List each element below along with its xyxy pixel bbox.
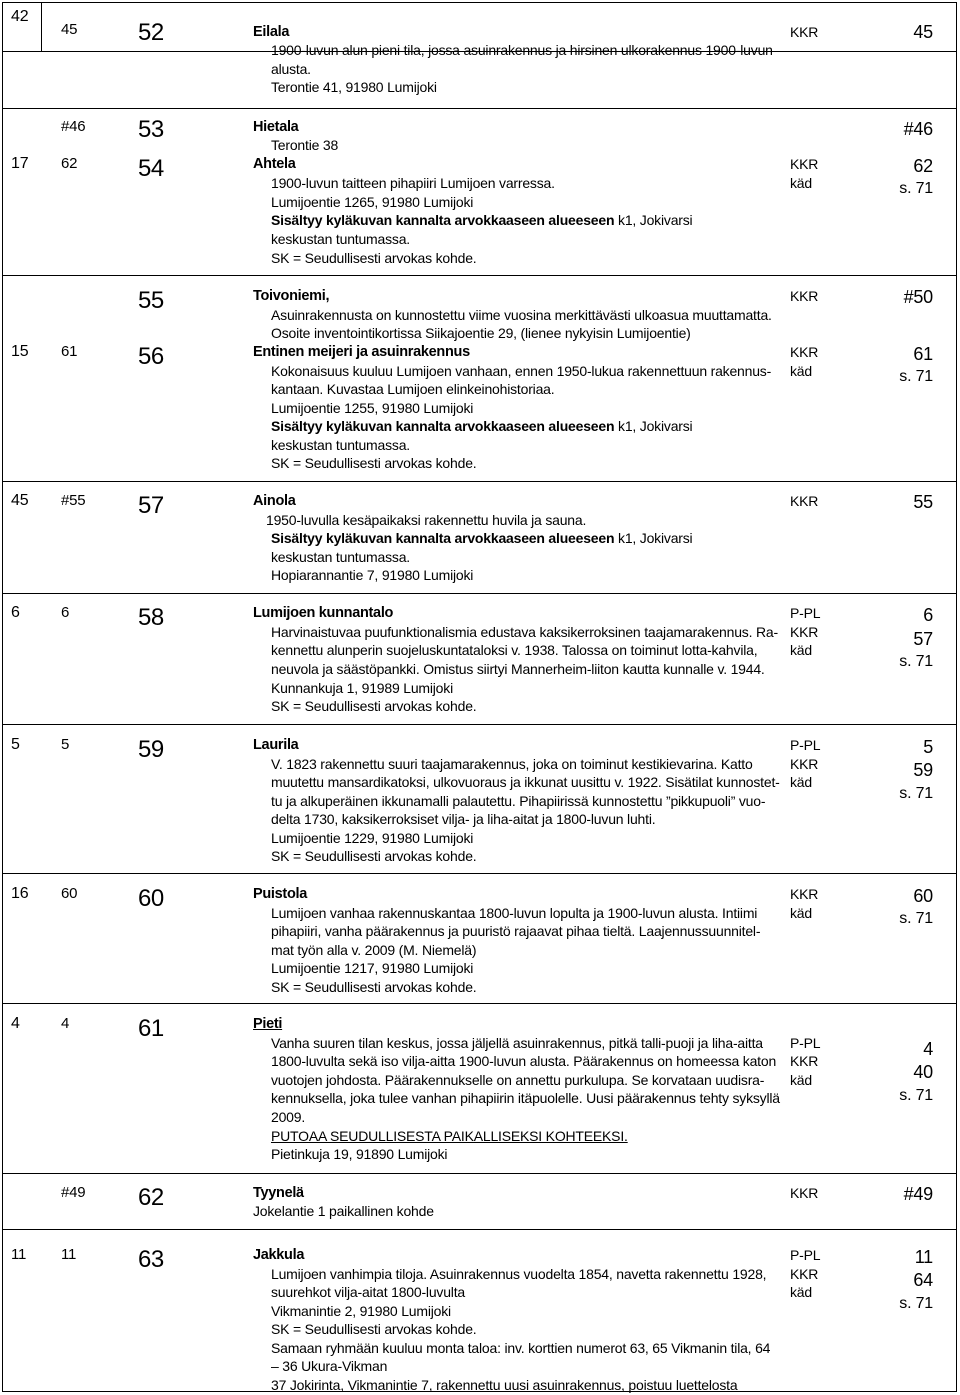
- item-status-note: PUTOAA SEUDULLISESTA PAIKALLISEKSI KOHTEEKSI.: [271, 1128, 628, 1144]
- reference: 59: [913, 760, 933, 780]
- item-note: SK = Seudullisesti arvokas kohde.: [271, 1321, 477, 1337]
- item-name: Puistola: [253, 886, 307, 902]
- item-text: Lumijoen vanhimpia tiloja. Asuinrakennus vuodelta 1854, navetta rakennettu 1928,: [271, 1266, 767, 1282]
- item-address: Terontie 38: [271, 137, 339, 153]
- item-text: keskustan tuntumassa.: [271, 231, 410, 247]
- item-text: mat työn alla v. 2009 (M. Niemelä): [271, 942, 477, 958]
- reference: 62: [913, 156, 933, 176]
- item-address: Lumijoentie 1229, 91980 Lumijoki: [271, 830, 474, 846]
- reference: 45: [913, 22, 933, 42]
- corner-number: 15: [11, 343, 29, 360]
- corner-number: 42: [11, 8, 29, 25]
- item-text: 1950-luvulla kesäpaikaksi rakennettu huvila ja sauna.: [266, 512, 587, 528]
- row-divider: [3, 1229, 956, 1230]
- item-name: Ahtela: [253, 156, 296, 172]
- item-address: Jokelantie 1 paikallinen kohde: [253, 1203, 434, 1219]
- item-text: 2009.: [271, 1109, 306, 1125]
- row-divider: [3, 724, 956, 725]
- class-code: KKR: [790, 344, 819, 360]
- class-code: käd: [790, 1072, 812, 1088]
- item-text: suurehkot vilja-aitat 1800-luvulta: [271, 1284, 465, 1300]
- reference: #49: [903, 1184, 933, 1204]
- item-name: Lumijoen kunnantalo: [253, 605, 394, 621]
- reference: 11: [914, 1247, 933, 1267]
- class-code: P-PL: [790, 737, 821, 753]
- old-number: 4: [61, 1015, 70, 1032]
- item-text: Harvinaistuvaa puufunktionalismia edustava kaksikerroksinen taajamarakennus. Ra-: [271, 624, 778, 640]
- item-number: 62: [138, 1184, 164, 1211]
- item-text: alusta.: [271, 61, 311, 77]
- reference: 5: [923, 737, 933, 757]
- class-code: KKR: [790, 1266, 819, 1282]
- class-code: KKR: [790, 24, 819, 40]
- corner-number: 16: [11, 885, 29, 902]
- item-text: vuotojen johdosta. Päärakennukselle on annettu purkulupa. Se korvataan uudisra-: [271, 1072, 765, 1088]
- row-divider: [3, 108, 956, 109]
- old-number: 11: [61, 1246, 77, 1263]
- item-text: V. 1823 rakennettu suuri taajamarakennus, joka on toiminut kestikievarina. Katto: [271, 756, 753, 772]
- item-number: 60: [138, 885, 164, 912]
- item-text: neuvola ja säästöpankki. Omistus siirtyi Mannerheim-liiton kautta kunnalle v. 1944.: [271, 661, 765, 677]
- class-code: käd: [790, 175, 812, 191]
- corner-number: 17: [11, 155, 29, 172]
- item-address: Pietinkuja 19, 91890 Lumijoki: [271, 1146, 448, 1162]
- reference: 40: [913, 1062, 933, 1082]
- item-name: Pieti: [253, 1016, 283, 1032]
- reference: #50: [903, 287, 933, 307]
- item-note: SK = Seudullisesti arvokas kohde.: [271, 455, 477, 471]
- item-text: Lumijoen vanhaa rakennuskantaa 1800-luvun lopulta ja 1900-luvun alusta. Intiimi: [271, 905, 758, 921]
- class-code: P-PL: [790, 605, 821, 621]
- item-text: 37 Jokirinta, Vikmanintie 7, rakennettu uusi asuinrakennus, poistuu luettelosta: [271, 1377, 738, 1393]
- old-number: 5: [61, 736, 70, 753]
- item-text: Asuinrakennusta on kunnostettu viime vuosina merkittävästi ulkoasua muuttamatta.: [271, 307, 772, 323]
- reference: 57: [913, 629, 933, 649]
- class-code: KKR: [790, 1053, 819, 1069]
- item-text: Sisältyy kyläkuvan kannalta arvokkaaseen alueeseen k1, Jokivarsi: [271, 418, 693, 434]
- row-divider: [3, 481, 956, 482]
- item-text: Samaan ryhmään kuuluu monta taloa: inv. korttien numerot 63, 65 Vikmanin tila, 64: [271, 1340, 771, 1356]
- item-address: Kunnankuja 1, 91989 Lumijoki: [271, 680, 453, 696]
- corner-number: 6: [11, 604, 20, 621]
- class-code: KKR: [790, 493, 819, 509]
- reference: 6: [923, 605, 933, 625]
- item-number: 59: [138, 736, 164, 763]
- item-number: 55: [138, 287, 164, 314]
- item-text: kennettu alunperin suojeluskuntataloksi v. 1938. Talossa on toiminut lotta-kahvila,: [271, 642, 758, 658]
- item-name: Eilala: [253, 24, 290, 40]
- item-name: Entinen meijeri ja asuinrakennus: [253, 344, 470, 360]
- old-number: 62: [61, 155, 78, 172]
- reference: 60: [913, 886, 933, 906]
- row-divider: [3, 1003, 956, 1004]
- old-number: 60: [61, 885, 78, 902]
- item-number: 56: [138, 343, 164, 370]
- class-code: P-PL: [790, 1247, 821, 1263]
- item-text: tu ja alkuperäinen ikkunamalli palautettu. Pihapiirissä kunnostettu ”pikkupuoli” vuo-: [271, 793, 766, 809]
- class-code: P-PL: [790, 1035, 821, 1051]
- corner-divider: [41, 3, 42, 51]
- item-name: Jakkula: [253, 1247, 305, 1263]
- class-code: KKR: [790, 756, 819, 772]
- item-address: Lumijoentie 1217, 91980 Lumijoki: [271, 960, 474, 976]
- page-reference: s. 71: [899, 1295, 933, 1312]
- item-text: – 36 Ukura-Vikman: [271, 1358, 388, 1374]
- item-note: SK = Seudullisesti arvokas kohde.: [271, 698, 477, 714]
- class-code: käd: [790, 1284, 812, 1300]
- item-text: Vanha suuren tilan keskus, jossa jäljellä asuinrakennus, pitkä talli-puoji ja liha-aitta: [271, 1035, 763, 1051]
- item-number: 61: [138, 1015, 164, 1042]
- reference: 55: [913, 492, 933, 512]
- class-code: käd: [790, 774, 812, 790]
- class-code: KKR: [790, 1185, 819, 1201]
- item-number: 58: [138, 604, 164, 631]
- reference: 4: [923, 1039, 933, 1059]
- row-divider: [3, 1173, 956, 1174]
- reference: 61: [913, 344, 933, 364]
- class-code: käd: [790, 642, 812, 658]
- corner-number: 11: [11, 1246, 27, 1263]
- item-address: Terontie 41, 91980 Lumijoki: [271, 79, 437, 95]
- item-name: Hietala: [253, 119, 299, 135]
- page-reference: s. 71: [899, 910, 933, 927]
- item-number: 52: [138, 19, 164, 46]
- item-text: pihapiiri, vanha päärakennus ja puuristö rajaavat pihaa tieltä. Laajennussuunnitel-: [271, 923, 761, 939]
- page-reference: s. 71: [899, 653, 933, 670]
- item-note: SK = Seudullisesti arvokas kohde.: [271, 979, 477, 995]
- old-number: #46: [61, 118, 86, 135]
- item-number: 54: [138, 155, 164, 182]
- item-address: Hopiarannantie 7, 91980 Lumijoki: [271, 567, 474, 583]
- item-text: kantaan. Kuvastaa Lumijoen elinkeinohistoriaa.: [271, 381, 555, 397]
- item-note: SK = Seudullisesti arvokas kohde.: [271, 848, 477, 864]
- item-address: Lumijoentie 1265, 91980 Lumijoki: [271, 194, 474, 210]
- class-code: KKR: [790, 156, 819, 172]
- row-divider: [3, 593, 956, 594]
- item-text: Sisältyy kyläkuvan kannalta arvokkaaseen alueeseen k1, Jokivarsi: [271, 212, 693, 228]
- class-code: KKR: [790, 886, 819, 902]
- page-reference: s. 71: [899, 785, 933, 802]
- corner-number: 5: [11, 736, 20, 753]
- reference: 64: [913, 1270, 933, 1290]
- item-address: Lumijoentie 1255, 91980 Lumijoki: [271, 400, 474, 416]
- item-text: 1900-luvun taitteen pihapiiri Lumijoen varressa.: [271, 175, 555, 191]
- class-code: KKR: [790, 288, 819, 304]
- item-text: keskustan tuntumassa.: [271, 549, 410, 565]
- old-number: 61: [61, 343, 78, 360]
- item-text: 1900-luvun alun pieni tila, jossa asuinrakennus ja hirsinen ulkorakennus 1900-luvun: [271, 42, 773, 58]
- item-note: SK = Seudullisesti arvokas kohde.: [271, 250, 477, 266]
- item-text: muutettu mansardikatoksi, ulkovuoraus ja ikkunat uusittu v. 1922. Sisätilat kunnostet-: [271, 774, 780, 790]
- old-number: #55: [61, 492, 86, 509]
- page-reference: s. 71: [899, 180, 933, 197]
- item-name: Tyynelä: [253, 1185, 304, 1201]
- item-text: kennuksella, joka tulee vanhan pihapiirin itäpuolelle. Uusi päärakennus tehty syksyllä: [271, 1090, 780, 1106]
- class-code: KKR: [790, 624, 819, 640]
- item-text: 1800-luvulta sekä iso vilja-aitta 1900-luvun alusta. Päärakennus on homeessa katon: [271, 1053, 777, 1069]
- item-text: keskustan tuntumassa.: [271, 437, 410, 453]
- item-address: Vikmanintie 2, 91980 Lumijoki: [271, 1303, 451, 1319]
- item-text: Sisältyy kyläkuvan kannalta arvokkaaseen alueeseen k1, Jokivarsi: [271, 530, 693, 546]
- corner-number: 4: [11, 1015, 20, 1032]
- class-code: käd: [790, 905, 812, 921]
- row-divider: [3, 275, 956, 276]
- reference: #46: [903, 119, 933, 139]
- item-text: Kokonaisuus kuuluu Lumijoen vanhaan, ennen 1950-lukua rakennettuun rakennus-: [271, 363, 772, 379]
- item-number: 63: [138, 1246, 164, 1273]
- old-number: #49: [61, 1184, 86, 1201]
- item-text: Osoite inventointikortissa Siikajoentie 29, (lienee nykyisin Lumijoentie): [271, 325, 691, 341]
- item-number: 53: [138, 116, 164, 143]
- old-number: 45: [61, 21, 78, 38]
- item-name: Toivoniemi,: [253, 288, 330, 304]
- item-text: delta 1730, kaksikerroksiset vilja- ja liha-aitat ja 1800-luvun luhti.: [271, 811, 656, 827]
- item-name: Laurila: [253, 737, 299, 753]
- corner-number: 45: [11, 492, 29, 509]
- class-code: käd: [790, 363, 812, 379]
- page-reference: s. 71: [899, 1087, 933, 1104]
- old-number: 6: [61, 604, 70, 621]
- item-number: 57: [138, 492, 164, 519]
- inventory-page: [2, 2, 957, 1392]
- page-reference: s. 71: [899, 368, 933, 385]
- row-divider: [3, 873, 956, 874]
- item-name: Ainola: [253, 493, 296, 509]
